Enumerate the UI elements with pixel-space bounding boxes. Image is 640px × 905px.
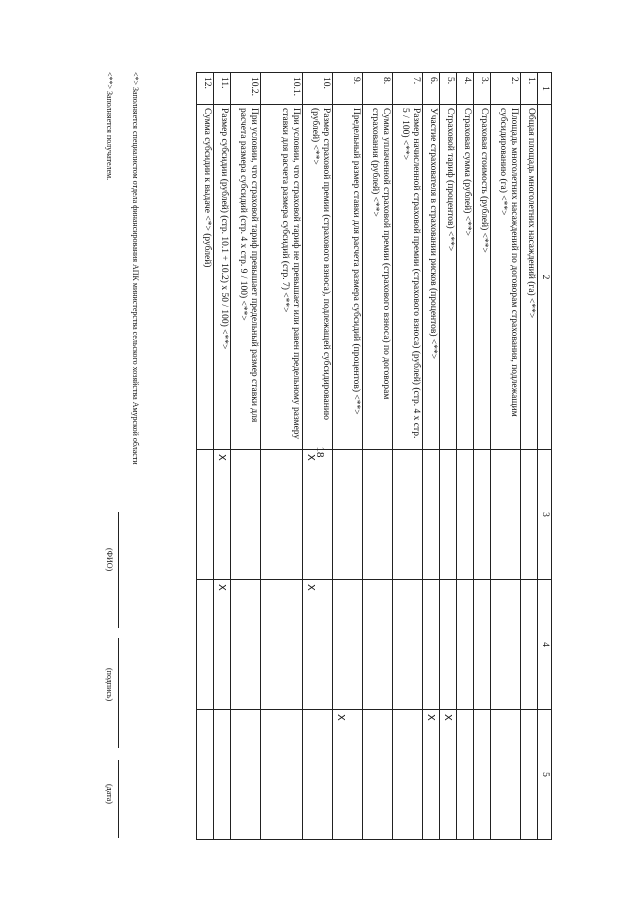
table-row xyxy=(197,73,214,840)
row-label: Размер страховой премии (страхового взноса), подлежащей субсидированию (рублей) <**> xyxy=(303,105,333,450)
cell-column-3 xyxy=(474,450,491,580)
cell-column-3: X xyxy=(303,450,333,580)
table-row xyxy=(423,73,440,840)
page-number: 18 xyxy=(314,446,326,458)
table-body xyxy=(197,73,538,840)
cell-column-4 xyxy=(423,580,440,710)
cell-column-4 xyxy=(393,580,423,710)
row-number: 12. xyxy=(197,73,214,105)
cell-column-5 xyxy=(491,710,521,840)
table-header-row xyxy=(538,73,552,840)
table-row xyxy=(261,73,303,840)
row-label: Сумма субсидии к выдаче <*> (рублей) xyxy=(197,105,214,450)
signature-caption-fio: (ФИО) xyxy=(105,548,114,572)
cell-column-3 xyxy=(491,450,521,580)
cell-column-5 xyxy=(231,710,261,840)
signature-field-sign xyxy=(118,638,130,748)
table-row xyxy=(491,73,521,840)
row-number: 10. xyxy=(303,73,333,105)
cell-column-4 xyxy=(457,580,474,710)
row-label: Размер субсидии (рублей) (стр. 10.1 + 10.2) x 50 / 100) <**> xyxy=(214,105,231,450)
row-number: 8. xyxy=(363,73,393,105)
cell-column-3 xyxy=(521,450,538,580)
table-row xyxy=(393,73,423,840)
table-row xyxy=(303,73,333,840)
row-number: 2. xyxy=(491,73,521,105)
row-number: 5. xyxy=(440,73,457,105)
table-row xyxy=(363,73,393,840)
column-header: 4 xyxy=(538,580,552,710)
row-number: 9. xyxy=(333,73,363,105)
row-label: Размер начисленной страховой премии (страхового взноса) (рублей) (стр. 4 x стр. 5 / 100) <**> xyxy=(393,105,423,450)
footnote-specialist: <*> Заполняется специалистом отдела финансирования АПК министерства сельского хозяйства Амурской области xyxy=(131,72,140,465)
cell-column-3 xyxy=(423,450,440,580)
subsidy-calculation-table xyxy=(196,72,552,840)
cell-column-5 xyxy=(363,710,393,840)
cell-column-3 xyxy=(363,450,393,580)
row-label: Общая площадь многолетних насаждений (га) <**> xyxy=(521,105,538,450)
cell-column-3 xyxy=(197,450,214,580)
cell-column-3 xyxy=(440,450,457,580)
cell-column-3 xyxy=(231,450,261,580)
row-label: Площадь многолетних насаждений по договорам страхования, подлежащим субсидированию (га) <**> xyxy=(491,105,521,450)
table-row xyxy=(521,73,538,840)
row-label: При условии, что страховой тариф превышает предельный размер ставки для расчета размера субсидий (стр. 4 x стр. 9 / 100) <**> xyxy=(231,105,261,450)
cell-column-4 xyxy=(333,580,363,710)
row-label: При условии, что страховой тариф не превышает или равен предельному размеру ставки для расчета размера субсидий (стр. 7) <**> xyxy=(261,105,303,450)
table-row xyxy=(214,73,231,840)
table-row xyxy=(333,73,363,840)
cell-column-4 xyxy=(197,580,214,710)
column-header: 3 xyxy=(538,450,552,580)
column-header: 2 xyxy=(538,105,552,450)
row-label: Страховой тариф (процентов) <**> xyxy=(440,105,457,450)
cell-column-4: X xyxy=(214,580,231,710)
cell-column-3 xyxy=(261,450,303,580)
cell-column-4 xyxy=(474,580,491,710)
signature-caption-sign: (подпись) xyxy=(105,668,114,702)
signature-field-fio xyxy=(118,512,130,628)
cell-column-4 xyxy=(231,580,261,710)
row-number: 11. xyxy=(214,73,231,105)
table-row xyxy=(440,73,457,840)
cell-column-5: X xyxy=(333,710,363,840)
cell-column-5 xyxy=(457,710,474,840)
row-label: Страховая сумма (рублей) <**> xyxy=(457,105,474,450)
column-header: 5 xyxy=(538,710,552,840)
signature-field-date xyxy=(118,760,130,838)
row-number: 6. xyxy=(423,73,440,105)
row-label: Участие страхователя в страховании рисков (процентов) <**> xyxy=(423,105,440,450)
cell-column-5 xyxy=(474,710,491,840)
row-number: 10.1. xyxy=(261,73,303,105)
cell-column-5 xyxy=(197,710,214,840)
cell-column-4 xyxy=(363,580,393,710)
row-label: Страховая стоимость (рублей) <**> xyxy=(474,105,491,450)
cell-column-5 xyxy=(521,710,538,840)
cell-column-5 xyxy=(214,710,231,840)
row-number: 1. xyxy=(521,73,538,105)
cell-column-3: X xyxy=(214,450,231,580)
cell-column-4 xyxy=(440,580,457,710)
rotated-document-content xyxy=(80,62,560,842)
table-row xyxy=(474,73,491,840)
cell-column-5: X xyxy=(423,710,440,840)
column-header: 1 xyxy=(538,73,552,105)
row-number: 10.2. xyxy=(231,73,261,105)
row-number: 4. xyxy=(457,73,474,105)
row-label: Сумма уплаченной страховой премии (страхового взноса) по договорам страхования (рублей) <**> xyxy=(363,105,393,450)
cell-column-5 xyxy=(393,710,423,840)
cell-column-4 xyxy=(491,580,521,710)
cell-column-4 xyxy=(521,580,538,710)
table-row xyxy=(231,73,261,840)
cell-column-3 xyxy=(333,450,363,580)
cell-column-5 xyxy=(261,710,303,840)
cell-column-5 xyxy=(303,710,333,840)
cell-column-4 xyxy=(261,580,303,710)
footnote-recipient: <**> Заполняется получателем. xyxy=(105,72,114,181)
cell-column-3 xyxy=(393,450,423,580)
signature-caption-date: (дата) xyxy=(105,784,114,804)
row-label: Предельный размер ставки для расчета размера субсидий (процентов) <**> xyxy=(333,105,363,450)
table-row xyxy=(457,73,474,840)
cell-column-4: X xyxy=(303,580,333,710)
cell-column-5: X xyxy=(440,710,457,840)
cell-column-3 xyxy=(457,450,474,580)
row-number: 3. xyxy=(474,73,491,105)
row-number: 7. xyxy=(393,73,423,105)
